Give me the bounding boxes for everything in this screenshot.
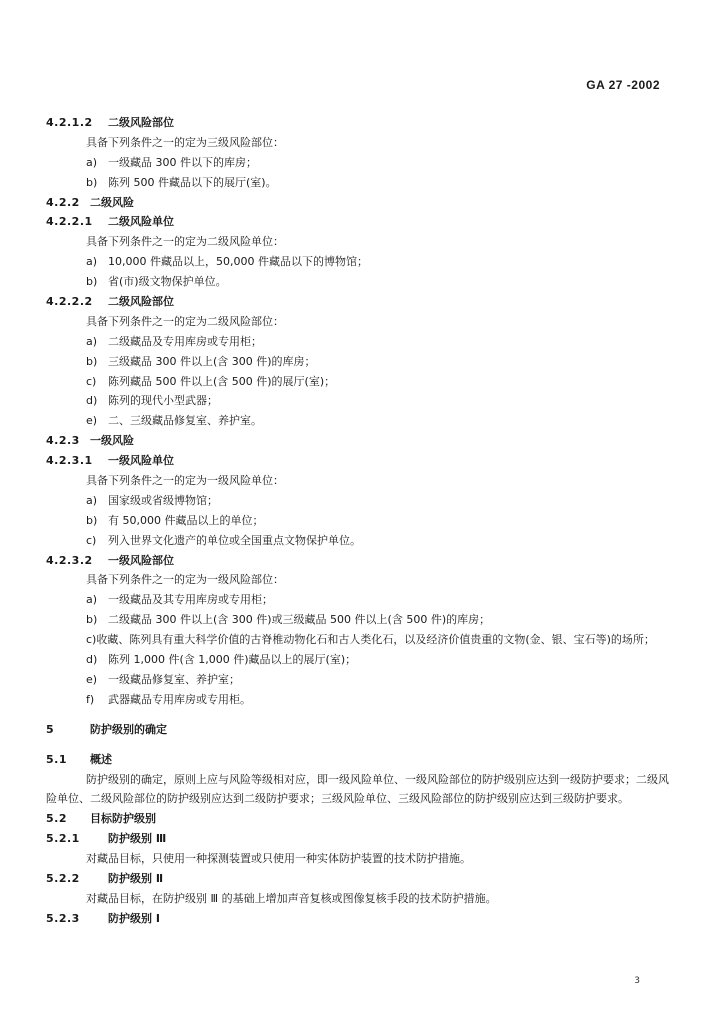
section-title: 一级风险 bbox=[90, 434, 134, 448]
list-item bbox=[46, 173, 672, 193]
list-item-text: 二级藏品 300 件以上(含 300 件)或三级藏品 500 件以上(含 500 件)的库房； bbox=[108, 613, 491, 627]
section-number: 4.2.3 bbox=[46, 434, 80, 448]
section-number: 5.1 bbox=[46, 752, 67, 766]
list-item-label: a) bbox=[86, 593, 98, 607]
paragraph: 具备下列条件之一的定为二级风险部位： bbox=[86, 314, 284, 328]
list-item-label: d) bbox=[86, 394, 98, 408]
list-item bbox=[46, 610, 672, 630]
section-title: 防护级别的确定 bbox=[90, 722, 167, 736]
standard-code: GA 27 -2002 bbox=[586, 78, 660, 92]
section-title: 二级风险部位 bbox=[108, 116, 174, 129]
section-heading bbox=[46, 551, 672, 571]
section-number: 5.2.3 bbox=[46, 911, 80, 925]
list-item-label: b) bbox=[86, 275, 98, 289]
paragraph: 具备下列条件之一的定为一级风险单位： bbox=[86, 474, 284, 488]
document-body bbox=[46, 113, 672, 929]
list-item bbox=[46, 491, 672, 511]
list-item-text: 一级藏品修复室、养护室； bbox=[108, 672, 240, 686]
list-item-label: c) bbox=[86, 633, 97, 647]
section-title: 目标防护级别 bbox=[90, 812, 156, 826]
list-item-text: 二、三级藏品修复室、养护室。 bbox=[108, 414, 262, 428]
paragraph: 具备下列条件之一的定为二级风险单位： bbox=[86, 235, 284, 249]
paragraph: 防护级别的确定，原则上应与风险等级相对应，即一级风险单位、一级风险部位的防护级别应达到一级防护要求；二级风险单位、二级风险部位的防护级别应达到二级防护要求；三级风险单位、三级风险部位的防护级别应达到三级防护要求。 bbox=[46, 772, 669, 806]
list-item bbox=[46, 252, 672, 272]
list-item bbox=[46, 670, 672, 690]
section-number: 5.2.2 bbox=[46, 872, 80, 885]
section-title: 一级风险部位 bbox=[108, 553, 174, 567]
list-item bbox=[46, 630, 672, 650]
list-item-label: e) bbox=[86, 672, 98, 686]
list-item-label: b) bbox=[86, 175, 98, 189]
list-item-text: 国家级或省级博物馆； bbox=[108, 493, 218, 507]
list-item bbox=[46, 153, 672, 173]
section-heading bbox=[46, 750, 672, 770]
section-title: 防护级别 Ⅰ bbox=[108, 911, 160, 925]
list-item-text: 二级藏品及专用库房或专用柜； bbox=[108, 334, 262, 348]
list-item-text: 武器藏品专用库房或专用柜。 bbox=[108, 692, 251, 706]
list-item bbox=[46, 352, 672, 372]
section-title: 二级风险部位 bbox=[108, 295, 174, 309]
list-item-text: 省(市)级文物保护单位。 bbox=[108, 275, 227, 289]
section-number: 4.2.2 bbox=[46, 195, 80, 209]
section-heading bbox=[46, 829, 672, 849]
section-title: 二级风险 bbox=[90, 195, 134, 209]
section-number: 4.2.1.2 bbox=[46, 116, 93, 129]
list-item-label: e) bbox=[86, 414, 98, 428]
list-item bbox=[46, 411, 672, 431]
list-item-label: f) bbox=[86, 692, 95, 706]
list-item-text: 陈列 1,000 件(含 1,000 件)藏品以上的展厅(室)； bbox=[108, 653, 357, 667]
list-item-label: b) bbox=[86, 354, 98, 368]
section-heading bbox=[46, 193, 672, 213]
section-heading bbox=[46, 809, 672, 829]
section-number: 4.2.3.2 bbox=[46, 553, 93, 567]
section-heading bbox=[46, 720, 672, 740]
list-item bbox=[46, 531, 672, 551]
section-number: 4.2.3.1 bbox=[46, 454, 93, 468]
list-item bbox=[46, 372, 672, 392]
list-item-label: c) bbox=[86, 374, 97, 388]
list-item-text: 一级藏品 300 件以下的库房； bbox=[108, 155, 257, 169]
list-item bbox=[46, 590, 672, 610]
list-item bbox=[46, 332, 672, 352]
section-title: 防护级别 Ⅲ bbox=[108, 832, 167, 846]
list-item-text: 陈列的现代小型武器； bbox=[108, 394, 218, 408]
section-number: 5.2 bbox=[46, 812, 67, 826]
list-item-label: a) bbox=[86, 493, 98, 507]
section-number: 5 bbox=[46, 722, 55, 736]
list-item-label: c) bbox=[86, 533, 97, 547]
list-item-label: a) bbox=[86, 334, 98, 348]
section-heading bbox=[46, 212, 672, 232]
section-title: 概述 bbox=[90, 752, 112, 766]
list-item bbox=[46, 511, 672, 531]
list-item-label: a) bbox=[86, 155, 98, 169]
section-number: 4.2.2.2 bbox=[46, 295, 93, 309]
list-item bbox=[46, 391, 672, 411]
section-heading bbox=[46, 869, 672, 889]
page-number: 3 bbox=[634, 976, 640, 986]
section-number: 4.2.2.1 bbox=[46, 215, 93, 229]
section-heading bbox=[46, 292, 672, 312]
list-item-text: 陈列 500 件藏品以下的展厅(室)。 bbox=[108, 175, 277, 189]
list-item-text: 一级藏品及其专用库房或专用柜； bbox=[108, 593, 273, 607]
list-item-text: 陈列藏品 500 件以上(含 500 件)的展厅(室)； bbox=[108, 374, 336, 388]
section-title: 二级风险单位 bbox=[108, 215, 174, 229]
paragraph: 具备下列条件之一的定为一级风险部位： bbox=[86, 573, 284, 587]
section-title: 防护级别 Ⅱ bbox=[108, 872, 164, 885]
section-number: 5.2.1 bbox=[46, 832, 80, 846]
paragraph: 具备下列条件之一的定为三级风险部位： bbox=[86, 135, 284, 149]
section-heading bbox=[46, 431, 672, 451]
list-item bbox=[46, 690, 672, 710]
section-heading bbox=[46, 909, 672, 929]
list-item bbox=[46, 272, 672, 292]
section-heading bbox=[46, 113, 672, 133]
list-item-text: 列入世界文化遗产的单位或全国重点文物保护单位。 bbox=[108, 533, 361, 547]
list-item-label: b) bbox=[86, 513, 98, 527]
list-item-label: b) bbox=[86, 613, 98, 627]
list-item-text: 有 50,000 件藏品以上的单位； bbox=[108, 513, 264, 527]
list-item-text: 10,000 件藏品以上，50,000 件藏品以下的博物馆； bbox=[108, 255, 368, 269]
list-item-text: 收藏、陈列具有重大科学价值的古脊椎动物化石和古人类化石，以及经济价值贵重的文物(金、银、宝石等)的场所； bbox=[96, 633, 655, 647]
section-title: 一级风险单位 bbox=[108, 454, 174, 468]
list-item-label: d) bbox=[86, 653, 98, 667]
paragraph: 对藏品目标，在防护级别 Ⅲ 的基础上增加声音复核或图像复核手段的技术防护措施。 bbox=[86, 891, 497, 905]
section-heading bbox=[46, 451, 672, 471]
list-item bbox=[46, 650, 672, 670]
list-item-label: a) bbox=[86, 255, 98, 269]
paragraph: 对藏品目标，只使用一种探测装置或只使用一种实体防护装置的技术防护措施。 bbox=[86, 852, 471, 866]
list-item-text: 三级藏品 300 件以上(含 300 件)的库房； bbox=[108, 354, 316, 368]
